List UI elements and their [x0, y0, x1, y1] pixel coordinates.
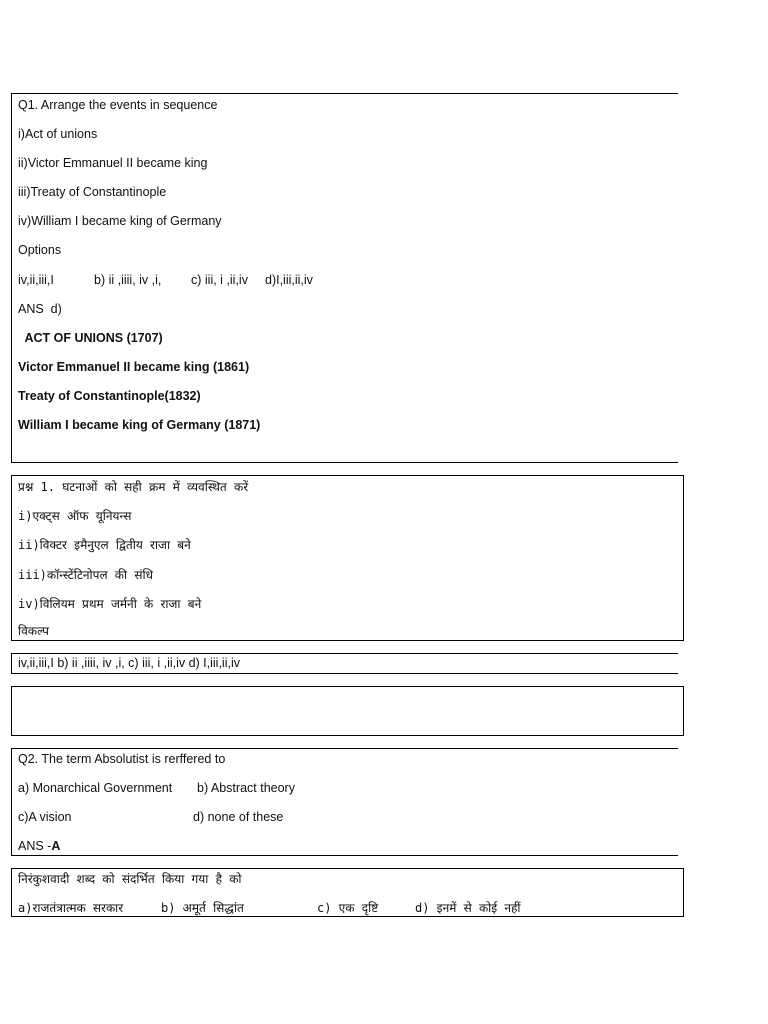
question-1-hindi-title: प्रश्न 1. घटनाओं को सही क्रम में व्यवस्थित करें: [18, 480, 249, 494]
question-1-hindi-block: [11, 475, 684, 641]
question-1-hindi-item-1: i)एक्ट्स ऑफ यूनियन्स: [18, 509, 132, 523]
question-1-explanation-2: Victor Emmanuel II became king (1861): [18, 360, 250, 374]
question-2-hindi-option-b: b) अमूर्त सिद्धांत: [161, 901, 244, 915]
question-1-block: [11, 93, 678, 463]
question-2-title: Q2. The term Absolutist is rerffered to: [18, 752, 226, 766]
question-1-options-row: [11, 653, 678, 674]
question-2-answer: [18, 838, 60, 854]
question-1-option-d: d)I,iii,ii,iv: [265, 273, 313, 287]
question-2-answer-prefix: ANS -: [18, 839, 52, 853]
question-2-answer-value: A: [51, 839, 61, 853]
question-1-hindi-item-3: iii)कॉन्स्टेंटिनोपल की संधि: [18, 568, 153, 582]
question-1-hindi-item-4: iv)विलियम प्रथम जर्मनी के राजा बने: [18, 597, 202, 611]
question-1-explanation-3: Treaty of Constantinople(1832): [18, 389, 201, 403]
question-2-hindi-option-d: d) इनमें से कोई नहीं: [415, 901, 521, 915]
question-1-item-2: ii)Victor Emmanuel II became king: [18, 156, 208, 170]
question-1-option-b: b) ii ,iiii, iv ,i,: [94, 273, 162, 287]
question-2-hindi-title: निरंकुशवादी शब्द को संदर्भित किया गया है को: [18, 872, 242, 886]
question-2-option-d: d) none of these: [193, 810, 284, 824]
question-1-hindi-item-2: ii)विक्टर इमैनुएल द्वितीय राजा बने: [18, 538, 191, 552]
question-1-title: Q1. Arrange the events in sequence: [18, 98, 218, 112]
question-2-option-a: a) Monarchical Government: [18, 781, 173, 795]
question-1-option-a: iv,ii,iii,I: [18, 273, 54, 287]
question-1-item-4: iv)William I became king of Germany: [18, 214, 222, 228]
question-2-hindi-block: [11, 868, 684, 917]
empty-answer-box: [11, 686, 684, 736]
question-2-hindi-option-c: c) एक दृष्टि: [317, 901, 379, 915]
question-2-hindi-option-a: a)राजतंत्रात्मक सरकार: [18, 901, 124, 915]
question-1-item-1: i)Act of unions: [18, 127, 98, 141]
question-1-options-row-text: iv,ii,iii,I b) ii ,iiii, iv ,i, c) iii, i ,ii,iv d) I,iii,ii,iv: [18, 656, 240, 670]
question-1-hindi-options-label: विकल्प: [18, 624, 49, 638]
question-1-option-c: c) iii, i ,ii,iv: [191, 273, 248, 287]
question-1-answer: ANS d): [18, 302, 62, 316]
question-1-item-3: iii)Treaty of Constantinople: [18, 185, 167, 199]
question-1-options-label: Options: [18, 243, 62, 257]
question-2-option-b: b) Abstract theory: [197, 781, 295, 795]
question-2-option-c: c)A vision: [18, 810, 72, 824]
question-1-explanation-4: William I became king of Germany (1871): [18, 418, 261, 432]
question-2-block: [11, 748, 678, 856]
question-1-explanation-1: ACT OF UNIONS (1707): [18, 331, 163, 345]
